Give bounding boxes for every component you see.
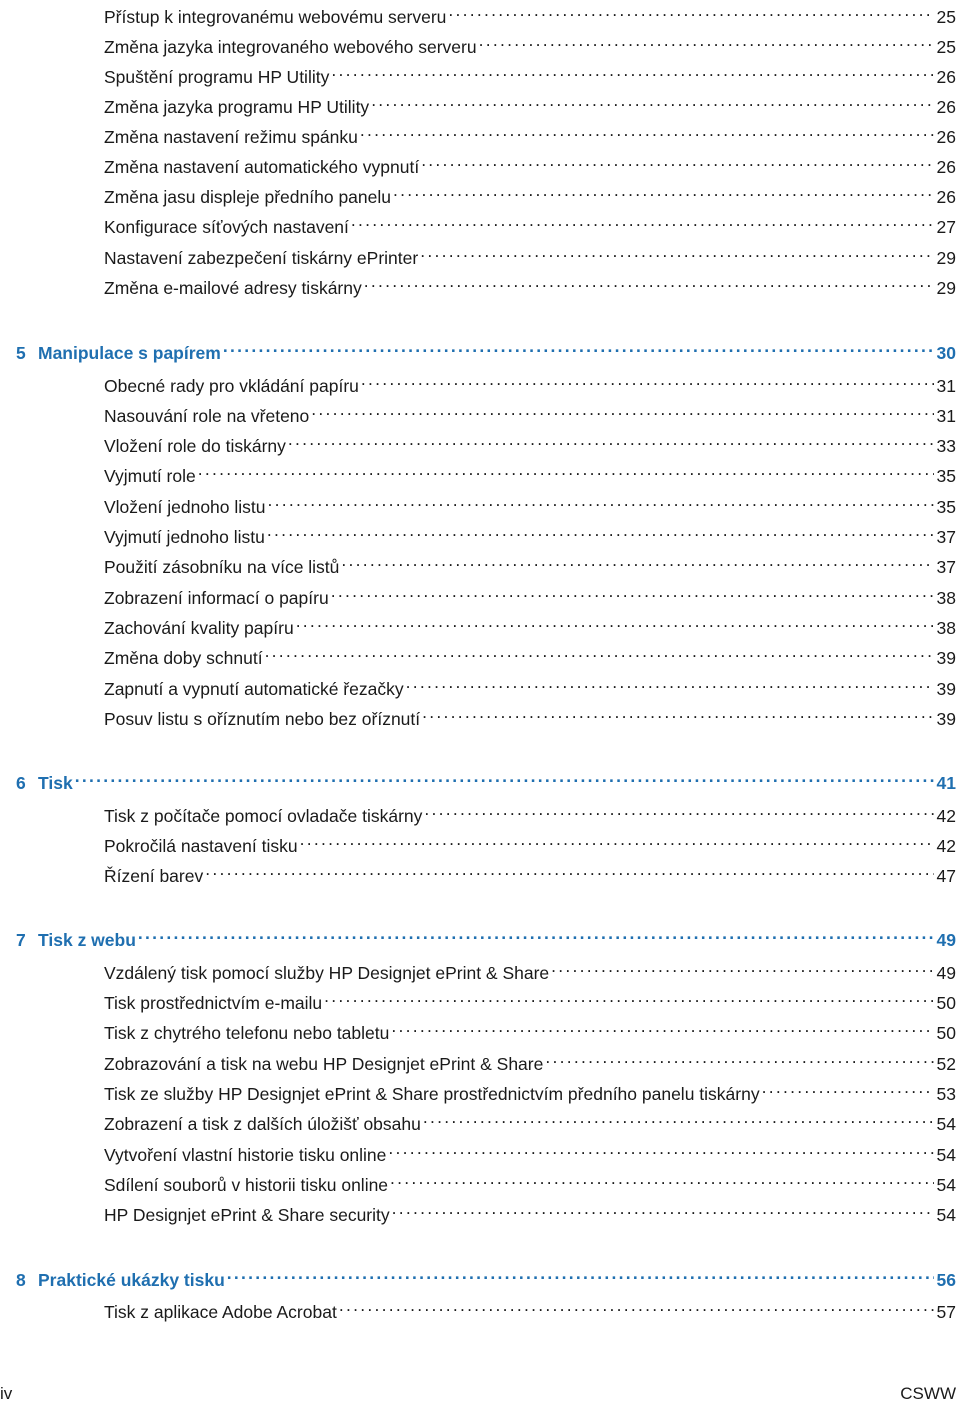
chapter-heading[interactable]	[16, 333, 956, 363]
chapter-number: 8	[16, 1270, 26, 1290]
dot-leader	[551, 953, 933, 979]
toc-entry-title: Změna doby schnutí	[104, 648, 263, 668]
toc-entry-page: 37	[936, 557, 956, 577]
toc-entry[interactable]	[104, 953, 956, 983]
toc-entry-page: 42	[936, 806, 956, 826]
dot-leader	[205, 856, 933, 882]
toc-entry[interactable]	[104, 517, 956, 547]
toc-entry[interactable]	[104, 426, 956, 456]
dot-leader	[341, 547, 933, 573]
dot-leader	[762, 1074, 934, 1100]
dot-leader	[422, 699, 933, 725]
toc-entry-title: Vyjmutí role	[104, 466, 196, 486]
toc-entry-title: Vytvoření vlastní historie tisku online	[104, 1145, 387, 1165]
chapter-heading[interactable]	[16, 1260, 956, 1290]
chapter-title: Praktické ukázky tisku	[38, 1270, 225, 1290]
dot-leader	[223, 333, 934, 359]
toc-entry-page: 54	[936, 1114, 956, 1134]
dot-leader	[364, 268, 934, 294]
toc-entry-title: Spuštění programu HP Utility	[104, 67, 330, 87]
toc-entry-page: 26	[936, 157, 956, 177]
toc-entry[interactable]	[104, 1195, 956, 1225]
footer-page-number: iv	[0, 1384, 13, 1403]
chapter-page: 30	[936, 343, 956, 363]
toc-entry-title: Pokročilá nastavení tisku	[104, 836, 298, 856]
toc-entry-title: Zobrazení informací o papíru	[104, 588, 329, 608]
toc-entry[interactable]	[104, 27, 956, 57]
toc-entry[interactable]	[104, 57, 956, 87]
toc-entry-page: 27	[936, 217, 956, 237]
toc-entry-title: Zachování kvality papíru	[104, 618, 294, 638]
toc-entry-page: 26	[936, 67, 956, 87]
toc-entry-title: Přístup k integrovanému webovému serveru	[104, 7, 447, 27]
toc-entry-title: Posuv listu s oříznutím nebo bez oříznutí	[104, 709, 421, 729]
dot-leader	[138, 920, 934, 946]
chapter-title: Tisk z webu	[38, 930, 136, 950]
toc-entry[interactable]	[104, 1135, 956, 1165]
toc-entry[interactable]	[104, 1044, 956, 1074]
toc-entry[interactable]	[104, 669, 956, 699]
toc-entry-page: 39	[936, 709, 956, 729]
toc-entry[interactable]	[104, 396, 956, 426]
toc-entry-page: 53	[936, 1084, 956, 1104]
toc-entry[interactable]	[104, 87, 956, 117]
dot-leader	[75, 763, 934, 789]
dot-leader	[424, 796, 933, 822]
toc-entry-title: Vložení role do tiskárny	[104, 436, 286, 456]
dot-leader	[265, 638, 934, 664]
toc-entry[interactable]	[104, 1074, 956, 1104]
toc-entry-page: 25	[936, 37, 956, 57]
toc-entry[interactable]	[104, 456, 956, 486]
dot-leader	[339, 1292, 934, 1318]
toc-entry-title: Tisk z chytrého telefonu nebo tabletu	[104, 1023, 390, 1043]
toc-entry-title: HP Designjet ePrint & Share security	[104, 1205, 390, 1225]
chapter-number: 5	[16, 343, 26, 363]
toc-entry[interactable]	[104, 268, 956, 298]
toc-entry-title: Změna jazyka integrovaného webového serveru	[104, 37, 477, 57]
toc-entry-page: 39	[936, 648, 956, 668]
toc-entry-page: 57	[936, 1302, 956, 1322]
dot-leader	[361, 366, 934, 392]
dot-leader	[479, 27, 934, 53]
toc-entry[interactable]	[104, 638, 956, 668]
toc-entry-page: 42	[936, 836, 956, 856]
dot-leader	[420, 238, 933, 264]
toc-entry-title: Změna jasu displeje předního panelu	[104, 187, 391, 207]
chapter-heading[interactable]	[16, 920, 956, 950]
dot-leader	[198, 456, 934, 482]
dot-leader	[421, 147, 933, 173]
toc-entry-page: 54	[936, 1175, 956, 1195]
toc-entry-page: 35	[936, 466, 956, 486]
dot-leader	[331, 578, 934, 604]
toc-entry-title: Nastavení zabezpečení tiskárny ePrinter	[104, 248, 419, 268]
toc-entry-page: 37	[936, 527, 956, 547]
toc-entry[interactable]	[104, 826, 956, 856]
toc-entry[interactable]	[104, 366, 956, 396]
chapter-number: 6	[16, 773, 26, 793]
dot-leader	[296, 608, 934, 634]
dot-leader	[324, 983, 933, 1009]
toc-entry[interactable]	[104, 547, 956, 577]
toc-entry-title: Řízení barev	[104, 866, 204, 886]
toc-entry-page: 35	[936, 497, 956, 517]
toc-entry-page: 50	[936, 1023, 956, 1043]
dot-leader	[392, 1195, 934, 1221]
toc-entry[interactable]	[104, 147, 956, 177]
toc-entry[interactable]	[104, 1104, 956, 1134]
dot-leader	[390, 1165, 933, 1191]
toc-entry-page: 29	[936, 248, 956, 268]
toc-entry-title: Tisk ze služby HP Designjet ePrint & Share prostřednictvím předního panelu tiskárny	[104, 1084, 760, 1104]
toc-entry-title: Změna e-mailové adresy tiskárny	[104, 278, 362, 298]
toc-entry[interactable]	[104, 578, 956, 608]
toc-entry-page: 26	[936, 97, 956, 117]
chapter-title: Manipulace s papírem	[38, 343, 221, 363]
dot-leader	[268, 487, 934, 513]
toc-entry[interactable]	[104, 238, 956, 268]
dot-leader	[448, 0, 933, 23]
toc-entry-page: 33	[936, 436, 956, 456]
dot-leader	[545, 1044, 933, 1070]
toc-entry-title: Tisk prostřednictvím e-mailu	[104, 993, 323, 1013]
toc-entry-title: Zapnutí a vypnutí automatické řezačky	[104, 679, 404, 699]
chapter-number: 7	[16, 930, 26, 950]
toc-entry-page: 26	[936, 187, 956, 207]
toc-entry[interactable]	[104, 487, 956, 517]
toc-entry-page: 26	[936, 127, 956, 147]
toc-entry-page: 29	[936, 278, 956, 298]
toc-entry-page: 54	[936, 1205, 956, 1225]
toc-entry-title: Tisk z aplikace Adobe Acrobat	[104, 1302, 337, 1322]
toc-entry-title: Zobrazování a tisk na webu HP Designjet ePrint & Share	[104, 1054, 544, 1074]
toc-entry-page: 25	[936, 7, 956, 27]
toc-entry-page: 50	[936, 993, 956, 1013]
toc-entry-title: Změna nastavení režimu spánku	[104, 127, 358, 147]
dot-leader	[267, 517, 934, 543]
toc-entry[interactable]	[104, 1165, 956, 1195]
chapter-title: Tisk	[38, 773, 73, 793]
chapter-page: 56	[936, 1270, 956, 1290]
dot-leader	[288, 426, 934, 452]
dot-leader	[406, 669, 934, 695]
toc-entry-title: Zobrazení a tisk z dalších úložišť obsahu	[104, 1114, 421, 1134]
dot-leader	[391, 1013, 933, 1039]
toc-entry[interactable]	[104, 796, 956, 826]
toc-entry[interactable]	[104, 207, 956, 237]
toc-entry-title: Obecné rady pro vkládání papíru	[104, 376, 359, 396]
toc-entry-title: Vložení jednoho listu	[104, 497, 266, 517]
toc-entry-title: Tisk z počítače pomocí ovladače tiskárny	[104, 806, 423, 826]
toc-entry[interactable]	[104, 856, 956, 886]
toc-entry-page: 54	[936, 1145, 956, 1165]
toc-entry-page: 49	[936, 963, 956, 983]
dot-leader	[300, 826, 934, 852]
toc-entry[interactable]	[104, 983, 956, 1013]
chapter-page: 41	[936, 773, 956, 793]
toc-entry[interactable]	[104, 608, 956, 638]
toc-entry[interactable]	[104, 117, 956, 147]
toc-entry[interactable]	[104, 177, 956, 207]
toc-entry-title: Sdílení souborů v historii tisku online	[104, 1175, 389, 1195]
dot-leader	[388, 1135, 933, 1161]
toc-entry-title: Změna nastavení automatického vypnutí	[104, 157, 420, 177]
dot-leader	[311, 396, 933, 422]
chapter-page: 49	[936, 930, 956, 950]
toc-entry[interactable]	[104, 1292, 956, 1322]
toc-entry-page: 31	[936, 376, 956, 396]
toc-entry-page: 47	[936, 866, 956, 886]
toc-entry-title: Vzdálený tisk pomocí služby HP Designjet ePrint & Share	[104, 963, 550, 983]
dot-leader	[351, 207, 934, 233]
dot-leader	[227, 1260, 934, 1286]
dot-leader	[360, 117, 934, 143]
toc-entry-page: 52	[936, 1054, 956, 1074]
toc-entry[interactable]	[104, 0, 956, 27]
dot-leader	[331, 57, 933, 83]
toc-entry-title: Použití zásobníku na více listů	[104, 557, 340, 577]
footer-doc-code: CSWW	[900, 1384, 956, 1403]
dot-leader	[423, 1104, 934, 1130]
chapter-heading[interactable]	[16, 763, 956, 793]
toc-entry-title: Konfigurace síťových nastavení	[104, 217, 349, 237]
toc-entry-title: Vyjmutí jednoho listu	[104, 527, 265, 547]
toc-entry-page: 38	[936, 588, 956, 608]
dot-leader	[393, 177, 934, 203]
toc-entry-title: Změna jazyka programu HP Utility	[104, 97, 370, 117]
toc-entry[interactable]	[104, 699, 956, 729]
toc-entry-page: 38	[936, 618, 956, 638]
toc-entry-page: 31	[936, 406, 956, 426]
toc-entry[interactable]	[104, 1013, 956, 1043]
toc-entry-title: Nasouvání role na vřeteno	[104, 406, 310, 426]
toc-entry-page: 39	[936, 679, 956, 699]
dot-leader	[371, 87, 933, 113]
